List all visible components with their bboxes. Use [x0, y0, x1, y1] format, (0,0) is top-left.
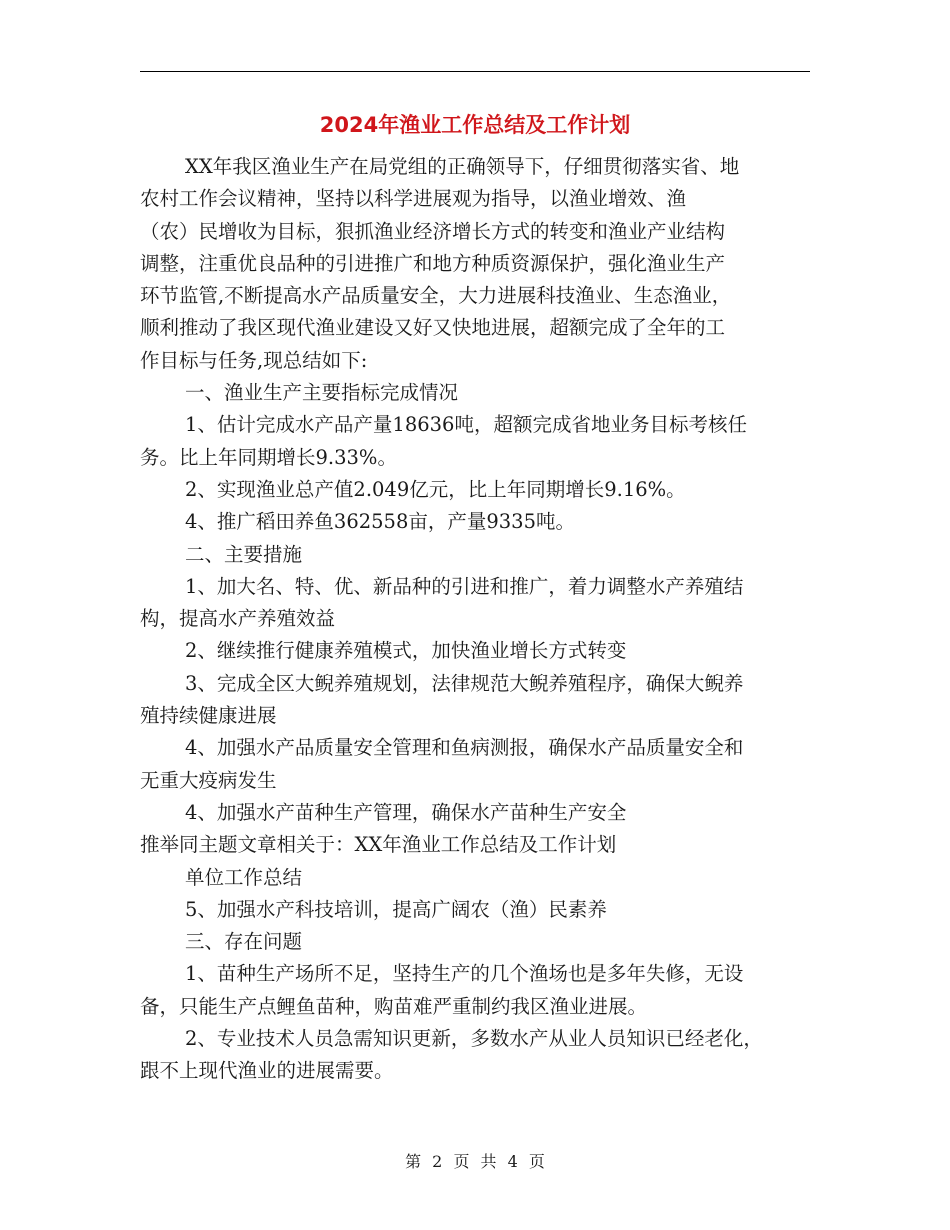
section-heading: 三、存在问题: [185, 930, 303, 954]
paragraph-line: 农村工作会议精神，坚持以科学进展观为指导，以渔业增效、渔: [140, 187, 687, 211]
paragraph-line: 2、继续推行健康养殖模式，加快渔业增长方式转变: [185, 639, 627, 663]
paragraph-line: 作目标与任务,现总结如下:: [140, 348, 368, 372]
paragraph-line: 1、加大名、特、优、新品种的引进和推广，着力调整水产养殖结: [185, 574, 744, 598]
paragraph-line: 2、专业技术人员急需知识更新，多数水产从业人员知识已经老化，: [185, 1027, 763, 1051]
document-title: 2024年渔业工作总结及工作计划: [319, 113, 631, 137]
paragraph-line: 殖持续健康进展: [140, 704, 277, 728]
paragraph-line: 4、加强水产品质量安全管理和鱼病测报，确保水产品质量安全和: [185, 736, 744, 760]
document-body: [140, 151, 812, 1088]
section-heading: 二、主要措施: [185, 542, 303, 566]
paragraph-line: 务。比上年同期增长9.33%。: [140, 445, 397, 469]
paragraph-line: 顺利推动了我区现代渔业建设又好又快地进展，超额完成了全年的工: [140, 316, 726, 340]
paragraph-line: 5、加强水产科技培训，提高广阔农（渔）民素养: [185, 897, 607, 921]
paragraph-line: 环节监管,不断提高水产品质量安全，大力进展科技渔业、生态渔业，: [140, 284, 732, 308]
paragraph-line: 2、实现渔业总产值2.049亿元，比上年同期增长9.16%。: [185, 477, 686, 501]
paragraph-line: XX年我区渔业生产在局党组的正确领导下，仔细贯彻落实省、地: [185, 155, 740, 178]
related-article-line: 推举同主题文章相关于：XX年渔业工作总结及工作计划: [140, 833, 617, 857]
paragraph-line: 无重大疫病发生: [140, 768, 277, 792]
paragraph-line: 4、推广稻田养鱼362558亩，产量9335吨。: [185, 510, 575, 534]
paragraph-line: （农）民增收为目标，狠抓渔业经济增长方式的转变和渔业产业结构: [140, 219, 726, 243]
paragraph-line: 3、完成全区大鲵养殖规划，法律规范大鲵养殖程序，确保大鲵养: [185, 671, 744, 695]
paragraph-line: 跟不上现代渔业的进展需要。: [140, 1059, 394, 1083]
paragraph-line: 备，只能生产点鲤鱼苗种，购苗难严重制约我区渔业进展。: [140, 994, 648, 1018]
header-rule: [140, 71, 810, 72]
related-article-category: 单位工作总结: [185, 865, 303, 889]
paragraph-line: 1、估计完成水产品产量18636吨，超额完成省地业务目标考核任: [185, 413, 747, 437]
page-number-footer: 第 2 页 共 4 页: [405, 1152, 545, 1171]
paragraph-line: 构，提高水产养殖效益: [140, 607, 336, 631]
section-heading: 一、渔业生产主要指标完成情况: [185, 381, 459, 405]
paragraph-line: 1、苗种生产场所不足，坚持生产的几个渔场也是多年失修，无设: [185, 962, 744, 986]
paragraph-line: 4、加强水产苗种生产管理，确保水产苗种生产安全: [185, 800, 627, 824]
paragraph-line: 调整，注重优良品种的引进推广和地方种质资源保护，强化渔业生产: [140, 251, 726, 275]
